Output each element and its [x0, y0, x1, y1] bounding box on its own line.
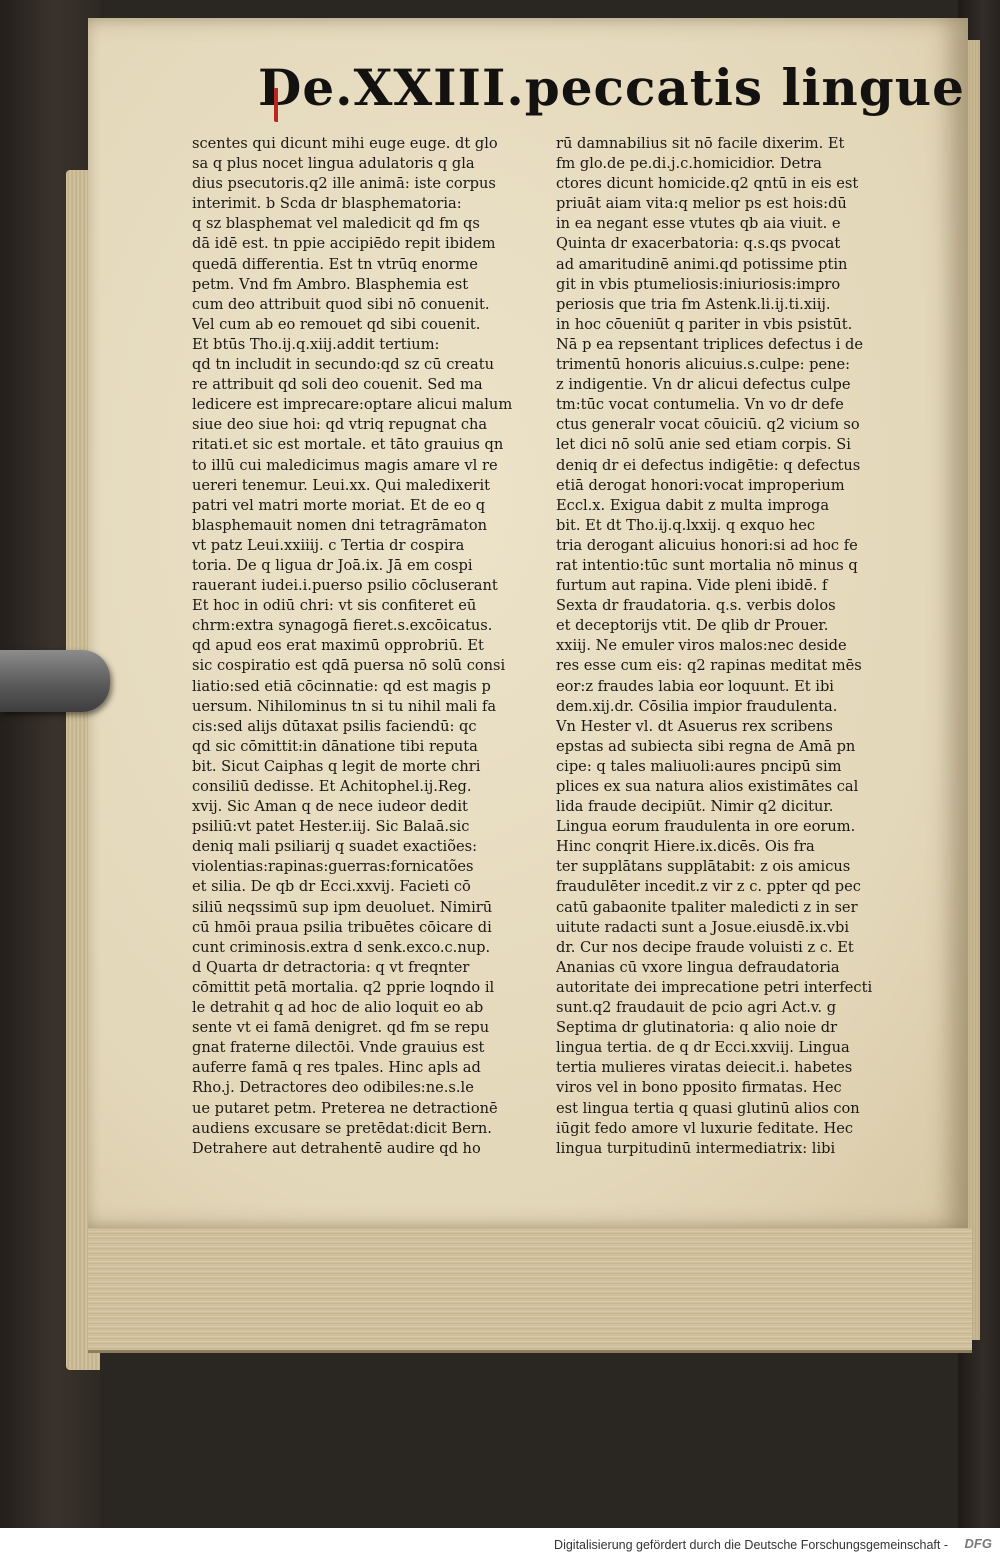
text-line: Et hoc in odiū chri: vt sis confiteret eū: [192, 597, 477, 615]
text-line: to illū cui maledicimus magis amare vl re: [192, 456, 498, 474]
text-column-right: [556, 134, 948, 1196]
text-line: Eccl.x. Exigua dabit z multa improga: [556, 496, 830, 514]
text-line: le detrahit q ad hoc de alio loquit eo ab: [192, 999, 484, 1017]
text-line: fraudulēter incedit.z vir z c. ppter qd pec: [556, 878, 861, 896]
text-line: cū hmōi praua psilia tribuētes cōicare di: [192, 918, 492, 936]
text-line: xvij. Sic Aman q de nece iudeor dedit: [192, 798, 468, 816]
text-line: lida fraude decipiūt. Nimir q2 dicitur.: [556, 798, 834, 816]
text-line: consiliū dedisse. Et Achitophel.ij.Reg.: [192, 778, 472, 795]
text-line: d Quarta dr detractoria: q vt freqnter: [192, 958, 470, 976]
page-edges-bottom: [88, 1228, 972, 1353]
text-line: iūgit fedo amore vl luxurie feditate. Hec: [556, 1119, 854, 1137]
text-line: lingua tertia. de q dr Ecci.xxviij. Lingua: [556, 1039, 850, 1057]
text-line: sunt.q2 fraudauit de pcio agri Act.v. g: [556, 999, 837, 1017]
text-line: lingua turpitudinū intermediatrix: libi: [556, 1139, 836, 1157]
page-title: [258, 58, 965, 130]
text-line: violentias:rapinas:guerras:fornicatões: [192, 858, 474, 876]
text-line: cis:sed alijs dūtaxat psilis faciendū: qc: [192, 717, 477, 735]
text-line: tria derogant alicuius honori:si ad hoc fe: [556, 536, 858, 554]
text-line: deniq dr ei defectus indigētie: q defectus: [556, 456, 861, 474]
text-line: catū gabaonite tpaliter maledicti z in ser: [556, 898, 858, 916]
text-line: in ea negant esse vtutes qb aia viuit. e: [556, 215, 841, 233]
text-line: rū damnabilius sit nō facile dixerim. Et: [556, 135, 845, 152]
text-line: cunt criminosis.extra d senk.exco.c.nup.: [192, 938, 491, 956]
text-column-left: [192, 134, 542, 1196]
text-line: re attribuit qd soli deo couenit. Sed ma: [192, 376, 483, 394]
text-line: audiens excusare se pretēdat:dicit Bern.: [192, 1119, 492, 1137]
text-line: in hoc cōueniūt q pariter in vbis psistūt.: [556, 315, 853, 333]
text-line: ritati.et sic est mortale. et tāto grauius qn: [192, 436, 504, 454]
dfg-logo: DFG: [964, 1536, 992, 1551]
text-line: bit. Et dt Tho.ij.q.lxxij. q exquo hec: [556, 516, 816, 534]
text-line: Lingua eorum fraudulenta in ore eorum.: [556, 818, 856, 836]
text-line: Vel cum ab eo remouet qd sibi couenit.: [192, 315, 481, 333]
text-line: deniq mali psiliarij q suadet exactiões:: [192, 838, 478, 856]
text-line: interimit. b Scda dr blasphematoria:: [192, 195, 462, 213]
text-line: tm:tūc vocat contumelia. Vn vo dr defe: [556, 396, 844, 414]
text-line: epstas ad subiecta sibi regna de Amā pn: [556, 737, 856, 755]
text-line: git in vbis ptumeliosis:iniuriosis:impro: [556, 275, 841, 293]
text-line: psiliū:vt patet Hester.iij. Sic Balaā.sic: [192, 818, 470, 836]
text-line: plices ex sua natura alios existimātes cal: [556, 778, 859, 795]
text-line: rat intentio:tūc sunt mortalia nō minus q: [556, 556, 858, 574]
text-line: Et btūs Tho.ij.q.xiij.addit tertium:: [192, 335, 440, 353]
text-line: etiā derogat honori:vocat improperium: [556, 476, 845, 494]
text-line: furtum aut rapina. Vide pleni ibidē. f: [556, 577, 828, 595]
text-line: qd sic cōmittit:in dānatione tibi reputa: [192, 737, 478, 755]
text-line: dā idē est. tn ppie accipiēdo repit ibidem: [192, 235, 496, 253]
text-line: ctus generalr vocat cōuiciū. q2 vicium so: [556, 416, 860, 434]
text-line: blasphemauit nomen dni tetragrāmaton: [192, 516, 488, 534]
text-line: cum deo attribuit quod sibi nō conuenit.: [192, 295, 490, 313]
text-line: fm glo.de pe.di.j.c.homicidior. Detra: [556, 155, 822, 173]
rubric-stroke: [274, 88, 294, 122]
text-line: sic cospiratio est qdā puersa nō solū consi: [192, 657, 506, 675]
footer-bar: [0, 1528, 1000, 1563]
metal-clasp: [0, 650, 110, 712]
text-line: Detrahere aut detrahentē audire qd ho: [192, 1139, 481, 1157]
text-line: siue deo siue hoi: qd vtriq repugnat cha: [192, 416, 488, 434]
page-edges-right: [968, 40, 980, 1340]
text-line: est lingua tertia q quasi glutinū alios con: [556, 1099, 860, 1117]
text-line: scentes qui dicunt mihi euge euge. dt glo: [192, 135, 498, 152]
text-line: q sz blasphemat vel maledicit qd fm qs: [192, 215, 480, 233]
text-line: priuāt aiam vita:q melior ps est hois:dū: [556, 195, 847, 213]
text-line: toria. De q ligua dr Joā.ix. Jā em cospi: [192, 556, 473, 574]
text-line: trimentū honoris alicuius.s.culpe: pene:: [556, 356, 851, 374]
text-line: ad amaritudinē animi.qd potissime ptin: [556, 255, 848, 273]
text-line: cipe: q tales maliuoli:aures pncipū sim: [556, 757, 842, 775]
text-line: Septima dr glutinatoria: q alio noie dr: [556, 1019, 838, 1037]
text-line: rauerant iudei.i.puerso psilio cōcluserant: [192, 577, 498, 595]
text-line: z indigentie. Vn dr alicui defectus culpe: [556, 376, 851, 394]
text-line: sente vt ei famā denigret. qd fm se repu: [192, 1019, 490, 1037]
text-line: liatio:sed etiā cōcinnatie: qd est magis p: [192, 677, 491, 695]
text-line: Rho.j. Detractores deo odibiles:ne.s.le: [192, 1079, 474, 1097]
page-title-text: De.XXIII.peccatis lingue: [258, 58, 965, 117]
text-line: ter supplātans supplātabit: z ois amicus: [556, 858, 851, 876]
text-line: tertia mulieres viratas deiecit.i. habetes: [556, 1059, 853, 1077]
text-line: Nā p ea repsentant triplices defectus i de: [556, 335, 864, 353]
text-line: dr. Cur nos decipe fraude voluisti z c. Et: [556, 938, 854, 956]
text-line: Vn Hester vl. dt Asuerus rex scribens: [556, 717, 833, 735]
text-line: sa q plus nocet lingua adulatoris q gla: [192, 155, 475, 173]
text-line: ctores dicunt homicide.q2 qntū in eis est: [556, 175, 859, 193]
text-line: vt patz Leui.xxiiij. c Tertia dr cospira: [192, 536, 465, 554]
text-line: qd tn includit in secundo:qd sz cū creatu: [192, 356, 494, 374]
text-line: bit. Sicut Caiphas q legit de morte chri: [192, 757, 481, 775]
text-line: Sexta dr fraudatoria. q.s. verbis dolos: [556, 597, 836, 615]
digitization-credit: Digitalisierung gefördert durch die Deutsche Forschungsgemeinschaft -: [554, 1538, 948, 1552]
text-line: uitute radacti sunt a Josue.eiusdē.ix.vbi: [556, 918, 850, 936]
text-line: uersum. Nihilominus tn si tu nihil mali fa: [192, 697, 497, 715]
text-line: ledicere est imprecare:optare alicui malum: [192, 396, 513, 414]
text-line: auferre famā q res tpales. Hinc apls ad: [192, 1059, 481, 1077]
text-line: xxiij. Ne emuler viros malos:nec deside: [556, 637, 847, 655]
text-line: eor:z fraudes labia eor loquunt. Et ibi: [556, 677, 834, 695]
text-line: Hinc conqrit Hiere.ix.dicēs. Ois fra: [556, 838, 815, 856]
text-line: qd apud eos erat maximū opprobriū. Et: [192, 637, 484, 655]
text-line: ue putaret petm. Preterea ne detractionē: [192, 1099, 498, 1117]
text-line: gnat fraterne dilectōi. Vnde grauius est: [192, 1039, 485, 1057]
text-line: viros vel in bono pposito firmatas. Hec: [556, 1079, 842, 1097]
text-line: et silia. De qb dr Ecci.xxvij. Facieti cō: [192, 878, 471, 896]
text-line: Ananias cū vxore lingua defraudatoria: [556, 958, 840, 976]
text-line: res esse cum eis: q2 rapinas meditat mēs: [556, 657, 862, 675]
text-line: cōmittit petā mortalia. q2 pprie loqndo il: [192, 978, 495, 996]
text-line: Quinta dr exacerbatoria: q.s.qs pvocat: [556, 235, 841, 253]
text-line: petm. Vnd fm Ambro. Blasphemia est: [192, 275, 469, 293]
text-line: periosis que tria fm Astenk.li.ij.ti.xiij.: [556, 295, 831, 313]
text-line: autoritate dei imprecatione petri interfecti: [556, 978, 873, 996]
text-line: chrm:extra synagogā fieret.s.excōicatus.: [192, 617, 493, 635]
text-line: uereri tenemur. Leui.xx. Qui maledixerit: [192, 476, 491, 494]
text-line: dius psecutoris.q2 ille animā: iste corpus: [192, 175, 496, 193]
text-line: dem.xij.dr. Cōsilia impior fraudulenta.: [556, 697, 838, 715]
text-line: let dici nō solū anie sed etiam corpis. Si: [556, 436, 851, 454]
text-line: quedā differentia. Est tn vtrūq enorme: [192, 255, 478, 273]
text-line: et deceptorijs vtit. De qlib dr Prouer.: [556, 617, 829, 635]
text-line: patri vel matri morte moriat. Et de eo q: [192, 496, 486, 514]
text-line: siliū neqssimū sup ipm deuoluet. Nimirū: [192, 898, 493, 916]
